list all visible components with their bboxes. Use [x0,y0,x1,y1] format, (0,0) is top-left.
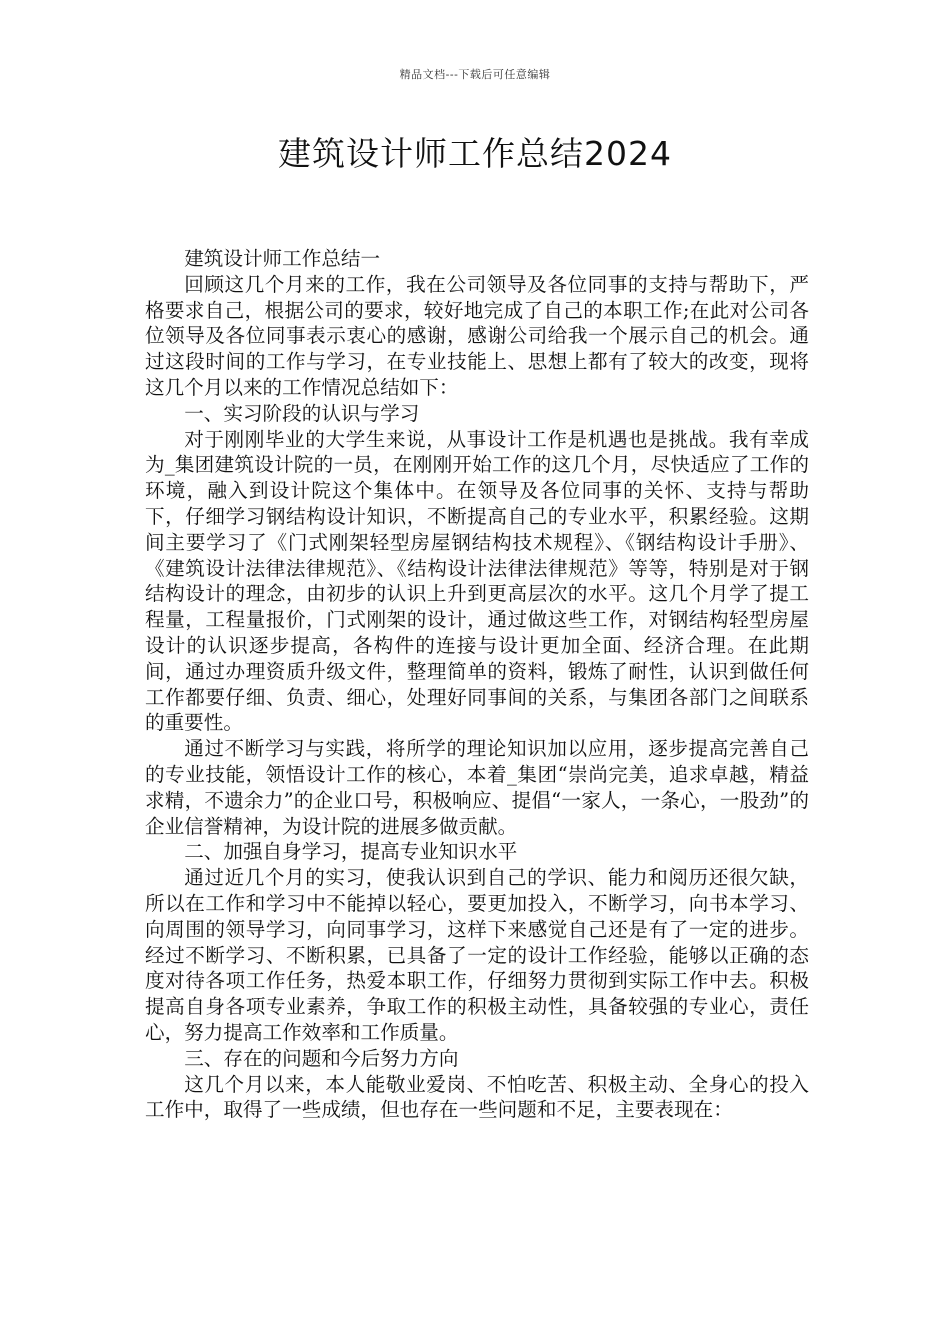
section-heading: 三、存在的问题和今后努力方向 [184,1046,459,1070]
body-paragraph: 通过不断学习与实践，将所学的理论知识加以应用，逐步提高完善自己的专业技能，领悟设计工作的核心，本着_集团“崇尚完美，追求卓越，精益求精，不遗余力”的企业口号，积极响应、提倡“一家人，一条心，一股劲”的企业信誉精神，为设计院的进展多做贡献。 [145,737,809,838]
section-heading: 建筑设计师工作总结一 [184,247,381,270]
body-paragraph: 这几个月以来，本人能敬业爱岗、不怕吃苦、积极主动、全身心的投入工作中，取得了一些成绩，但也存在一些问题和不足，主要表现在： [145,1072,809,1122]
section-heading: 二、加强自身学习，提高专业知识水平 [184,840,518,864]
body-paragraph: 对于刚刚毕业的大学生来说，从事设计工作是机遇也是挑战。我有幸成为_集团建筑设计院的一员，在刚刚开始工作的这几个月，尽快适应了工作的环境，融入到设计院这个集体中。在领导及各位同事的关怀、支持与帮助下，仔细学习钢结构设计知识，不断提高自己的专业水平，积累经验。这期间主要学习了《门式刚架轻型房屋钢结构技术规程》、《钢结构设计手册》、《建筑设计法律法律规范》、《结构设计法律法律规范》等等，特别是对于钢结构设计的理念，由初步的认识上升到更高层次的水平。这几个月学了提工程量，工程量报价，门式刚架的设计，通过做这些工作，对钢结构轻型房屋设计的认识逐步提高，各构件的连接与设计更加全面、经济合理。在此期间，通过办理资质升级文件，整理简单的资料，锻炼了耐性，认识到做任何工作都要仔细、负责、细心，处理好同事间的关系，与集团各部门之间联系的重要性。 [145,427,809,735]
header-note: 精品文档---下载后可任意编辑 [399,68,551,81]
section-heading: 一、实习阶段的认识与学习 [184,401,420,425]
body-paragraph: 通过近几个月的实习，使我认识到自己的学识、能力和阅历还很欠缺，所以在工作和学习中不能掉以轻心，要更加投入，不断学习，向书本学习、向周围的领导学习，向同事学习，这样下来感觉自己还是有了一定的进步。经过不断学习、不断积累，已具备了一定的设计工作经验，能够以正确的态度对待各项工作任务，热爱本职工作，仔细努力贯彻到实际工作中去。积极提高自身各项专业素养，争取工作的积极主动性，具备较强的专业心，责任心，努力提高工作效率和工作质量。 [145,866,809,1044]
document-body [145,246,809,1123]
body-paragraph: 回顾这几个月来的工作，我在公司领导及各位同事的支持与帮助下，严格要求自己，根据公司的要求，较好地完成了自己的本职工作;在此对公司各位领导及各位同事表示衷心的感谢，感谢公司给我一个展示自己的机会。通过这段时间的工作与学习，在专业技能上、思想上都有了较大的改变，现将这几个月以来的工作情况总结如下： [145,272,809,399]
document-title: 建筑设计师工作总结2024 [278,134,672,173]
